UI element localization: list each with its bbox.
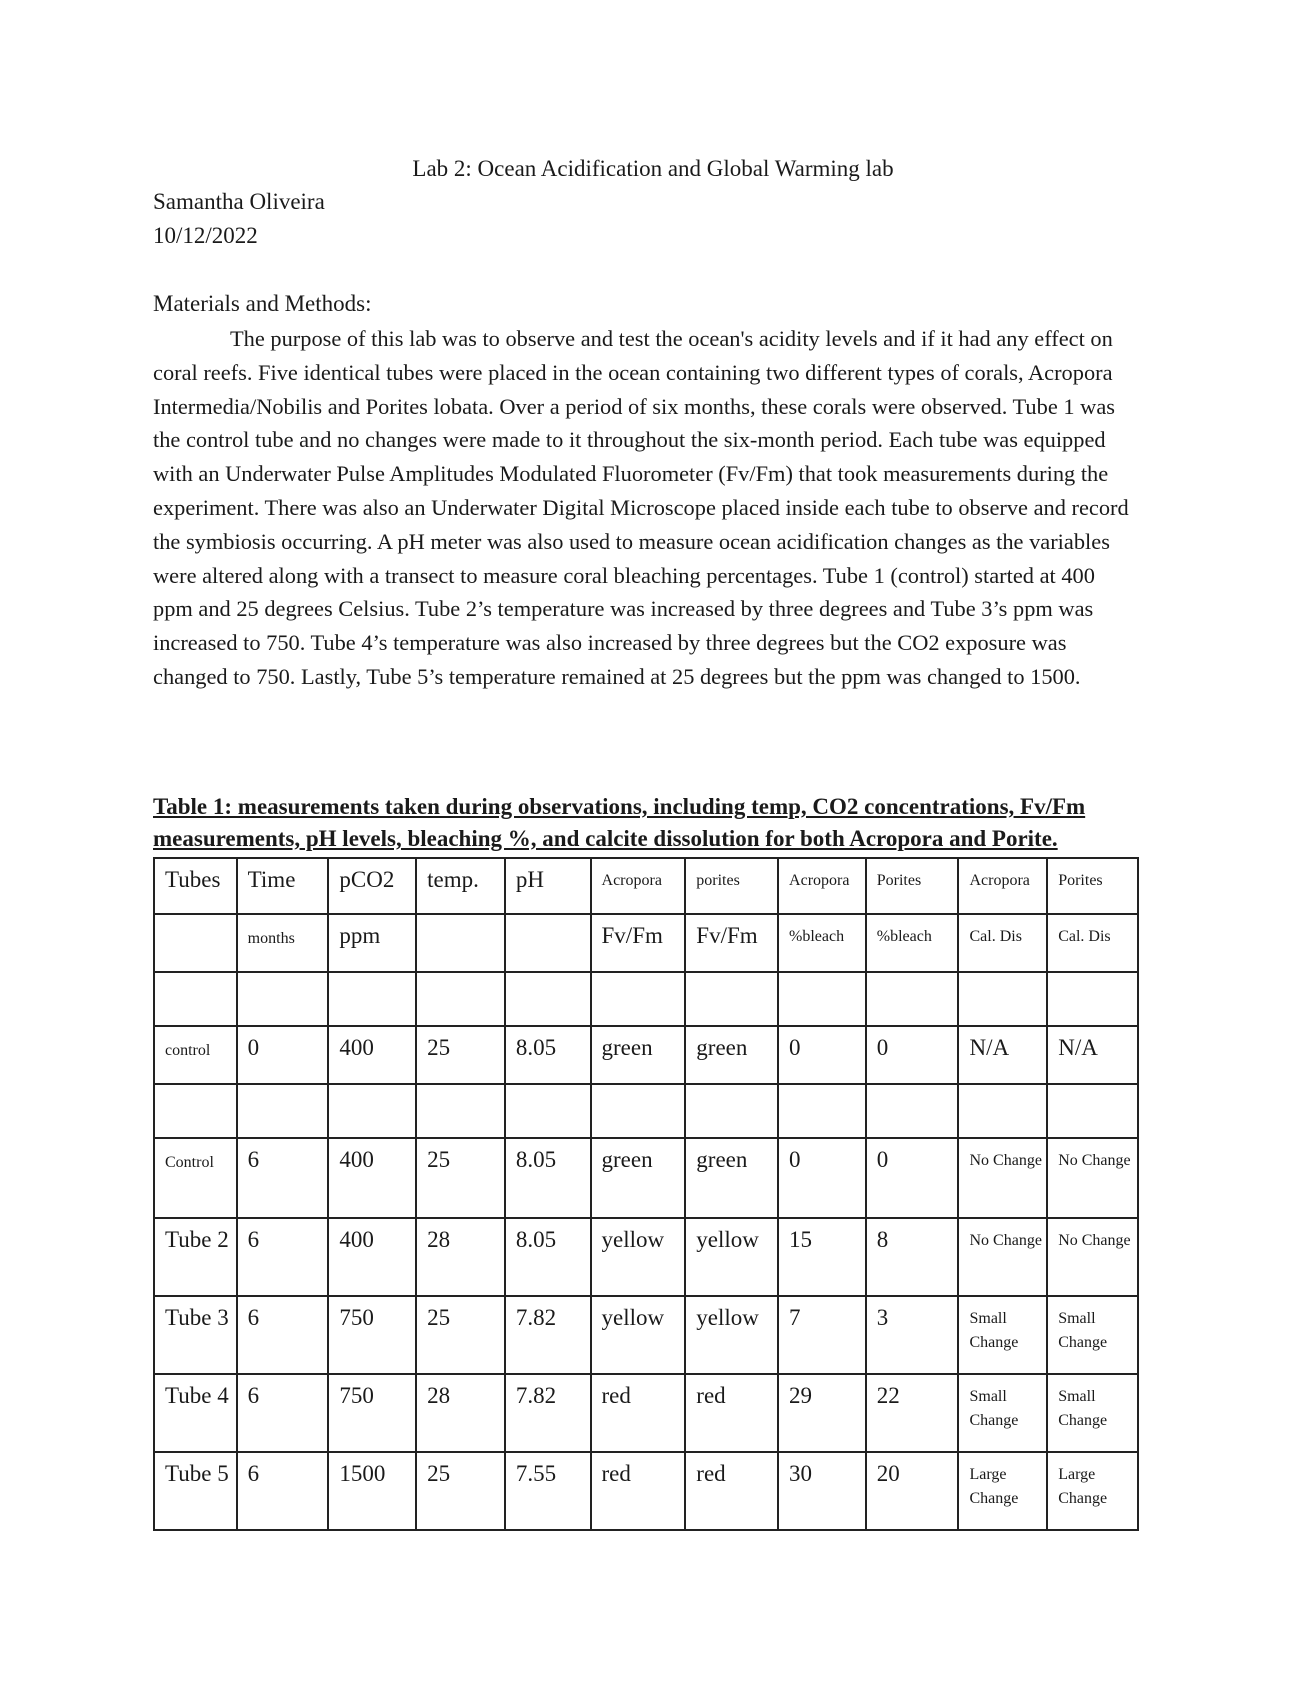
table-cell: 15 (778, 1218, 866, 1296)
table-units-row (154, 914, 1138, 972)
table-cell: No Change (1047, 1218, 1138, 1296)
table-cell: 6 (237, 1296, 329, 1374)
header-cell: Porites (866, 858, 959, 914)
table-cell: 20 (866, 1452, 959, 1530)
table-cell: 25 (416, 1452, 505, 1530)
table-row (154, 1374, 1138, 1452)
table-cell: red (685, 1452, 778, 1530)
header-cell: pCO2 (328, 858, 416, 914)
table-cell (328, 972, 416, 1026)
table-cell (958, 972, 1047, 1026)
table-cell (866, 972, 959, 1026)
table-cell: 0 (866, 1138, 959, 1218)
table-cell (778, 972, 866, 1026)
table-cell: 25 (416, 1026, 505, 1084)
table-cell: Large Change (1047, 1452, 1138, 1530)
table-cell: 8.05 (505, 1218, 591, 1296)
table-cell: 25 (416, 1296, 505, 1374)
unit-cell (154, 914, 237, 972)
table-cell: Small Change (958, 1296, 1047, 1374)
table-cell (685, 1084, 778, 1138)
table-cell: N/A (958, 1026, 1047, 1084)
table-cell: yellow (685, 1218, 778, 1296)
table-cell (416, 1084, 505, 1138)
table-cell: 6 (237, 1452, 329, 1530)
table-row (154, 1218, 1138, 1296)
header-cell: porites (685, 858, 778, 914)
table-cell: Small Change (1047, 1374, 1138, 1452)
section-heading: Materials and Methods: (153, 291, 372, 316)
header-cell: Time (237, 858, 329, 914)
table-cell: 7.82 (505, 1374, 591, 1452)
table-cell: 0 (778, 1138, 866, 1218)
table-cell: 7 (778, 1296, 866, 1374)
unit-cell (416, 914, 505, 972)
header-cell: Acropora (778, 858, 866, 914)
table-cell: 6 (237, 1138, 329, 1218)
table-cell: yellow (685, 1296, 778, 1374)
header-cell: pH (505, 858, 591, 914)
table-row (154, 972, 1138, 1026)
table-cell: 8.05 (505, 1138, 591, 1218)
table-cell (685, 972, 778, 1026)
table-cell: Small Change (958, 1374, 1047, 1452)
table-cell (866, 1084, 959, 1138)
document-title: Lab 2: Ocean Acidification and Global Warming lab (412, 156, 894, 181)
table-cell: 30 (778, 1452, 866, 1530)
unit-cell: ppm (328, 914, 416, 972)
author-name: Samantha Oliveira (153, 189, 325, 214)
table-cell: green (685, 1026, 778, 1084)
unit-cell: Cal. Dis (1047, 914, 1138, 972)
table-cell: 28 (416, 1218, 505, 1296)
table-cell (1047, 1084, 1138, 1138)
table-cell (591, 972, 686, 1026)
table-cell: green (591, 1138, 686, 1218)
table-cell: 6 (237, 1374, 329, 1452)
table-cell: Tube 3 (154, 1296, 237, 1374)
table-cell: 22 (866, 1374, 959, 1452)
table-cell (958, 1084, 1047, 1138)
table-cell: Tube 4 (154, 1374, 237, 1452)
header-cell: Acropora (958, 858, 1047, 914)
table-cell (505, 972, 591, 1026)
table-cell: 29 (778, 1374, 866, 1452)
table-cell: green (685, 1138, 778, 1218)
header-cell: temp. (416, 858, 505, 914)
table-cell: Tube 2 (154, 1218, 237, 1296)
table-cell (591, 1084, 686, 1138)
table-cell: 400 (328, 1138, 416, 1218)
document-date: 10/12/2022 (153, 223, 258, 248)
table-cell: 0 (866, 1026, 959, 1084)
table-cell: No Change (1047, 1138, 1138, 1218)
table-cell: 0 (778, 1026, 866, 1084)
table-cell: 400 (328, 1026, 416, 1084)
table-cell: yellow (591, 1296, 686, 1374)
header-cell: Porites (1047, 858, 1138, 914)
table-row (154, 1084, 1138, 1138)
table-cell: No Change (958, 1218, 1047, 1296)
methods-paragraph: The purpose of this lab was to observe and test the ocean's acidity levels and if it had any effect on coral reefs. Five identical tubes were placed in the ocean containing two different types of corals, Acropora Intermedia/Nobilis and Porites lobata. Over a period of six months, these corals were observed. Tube 1 was the control tube and no changes were made to it throughout the six-month period. Each tube was equipped with an Underwater Pulse Amplitudes Modulated Fluorometer (Fv/Fm) that took measurements during the experiment. There was also an Underwater Digital Microscope placed inside each tube to observe and record the symbiosis occurring. A pH meter was also used to measure ocean acidification changes as the variables were altered along with a transect to measure coral bleaching percentages. Tube 1 (control) started at 400 ppm and 25 degrees Celsius. Tube 2’s temperature was increased by three degrees and Tube 3’s ppm was increased to 750. Tube 4’s temperature was also increased by three degrees but the CO2 exposure was changed to 750. Lastly, Tube 5’s temperature remained at 25 degrees but the ppm was changed to 1500. (153, 326, 1129, 689)
header-cell: Acropora (591, 858, 686, 914)
measurements-table (153, 857, 1139, 1531)
unit-cell: Fv/Fm (591, 914, 686, 972)
table-cell: 0 (237, 1026, 329, 1084)
table-cell (328, 1084, 416, 1138)
table-cell: 750 (328, 1374, 416, 1452)
table-cell (237, 972, 329, 1026)
table-cell: 8 (866, 1218, 959, 1296)
table-cell: No Change (958, 1138, 1047, 1218)
table-cell (505, 1084, 591, 1138)
table-cell (154, 1084, 237, 1138)
table-cell: N/A (1047, 1026, 1138, 1084)
table-row (154, 1296, 1138, 1374)
table-cell (154, 972, 237, 1026)
unit-cell: Fv/Fm (685, 914, 778, 972)
table-cell: Tube 5 (154, 1452, 237, 1530)
table-cell: 750 (328, 1296, 416, 1374)
unit-cell: Cal. Dis (958, 914, 1047, 972)
table-cell: red (591, 1452, 686, 1530)
table-cell: 25 (416, 1138, 505, 1218)
table-cell: yellow (591, 1218, 686, 1296)
table-cell: 400 (328, 1218, 416, 1296)
unit-cell: %bleach (778, 914, 866, 972)
table-row (154, 1452, 1138, 1530)
table-cell: 28 (416, 1374, 505, 1452)
table-cell: Control (154, 1138, 237, 1218)
table-cell: 8.05 (505, 1026, 591, 1084)
table-cell (778, 1084, 866, 1138)
table-cell: 7.82 (505, 1296, 591, 1374)
table-cell: green (591, 1026, 686, 1084)
table-cell: 7.55 (505, 1452, 591, 1530)
unit-cell: %bleach (866, 914, 959, 972)
table-cell: red (591, 1374, 686, 1452)
table-cell (237, 1084, 329, 1138)
table-caption: Table 1: measurements taken during observations, including temp, CO2 concentrations, Fv/Fm measurements, pH levels, bleaching %, and calcite dissolution for both Acropora and Porite. (153, 794, 1086, 851)
unit-cell: months (237, 914, 329, 972)
header-cell: Tubes (154, 858, 237, 914)
unit-cell (505, 914, 591, 972)
table-row (154, 1138, 1138, 1218)
table-cell: red (685, 1374, 778, 1452)
table-header-row (154, 858, 1138, 914)
table-cell (1047, 972, 1138, 1026)
table-cell: Small Change (1047, 1296, 1138, 1374)
table-cell: 3 (866, 1296, 959, 1374)
table-cell (416, 972, 505, 1026)
table-cell: Large Change (958, 1452, 1047, 1530)
table-cell: 1500 (328, 1452, 416, 1530)
table-cell: 6 (237, 1218, 329, 1296)
table-cell: control (154, 1026, 237, 1084)
table-row (154, 1026, 1138, 1084)
